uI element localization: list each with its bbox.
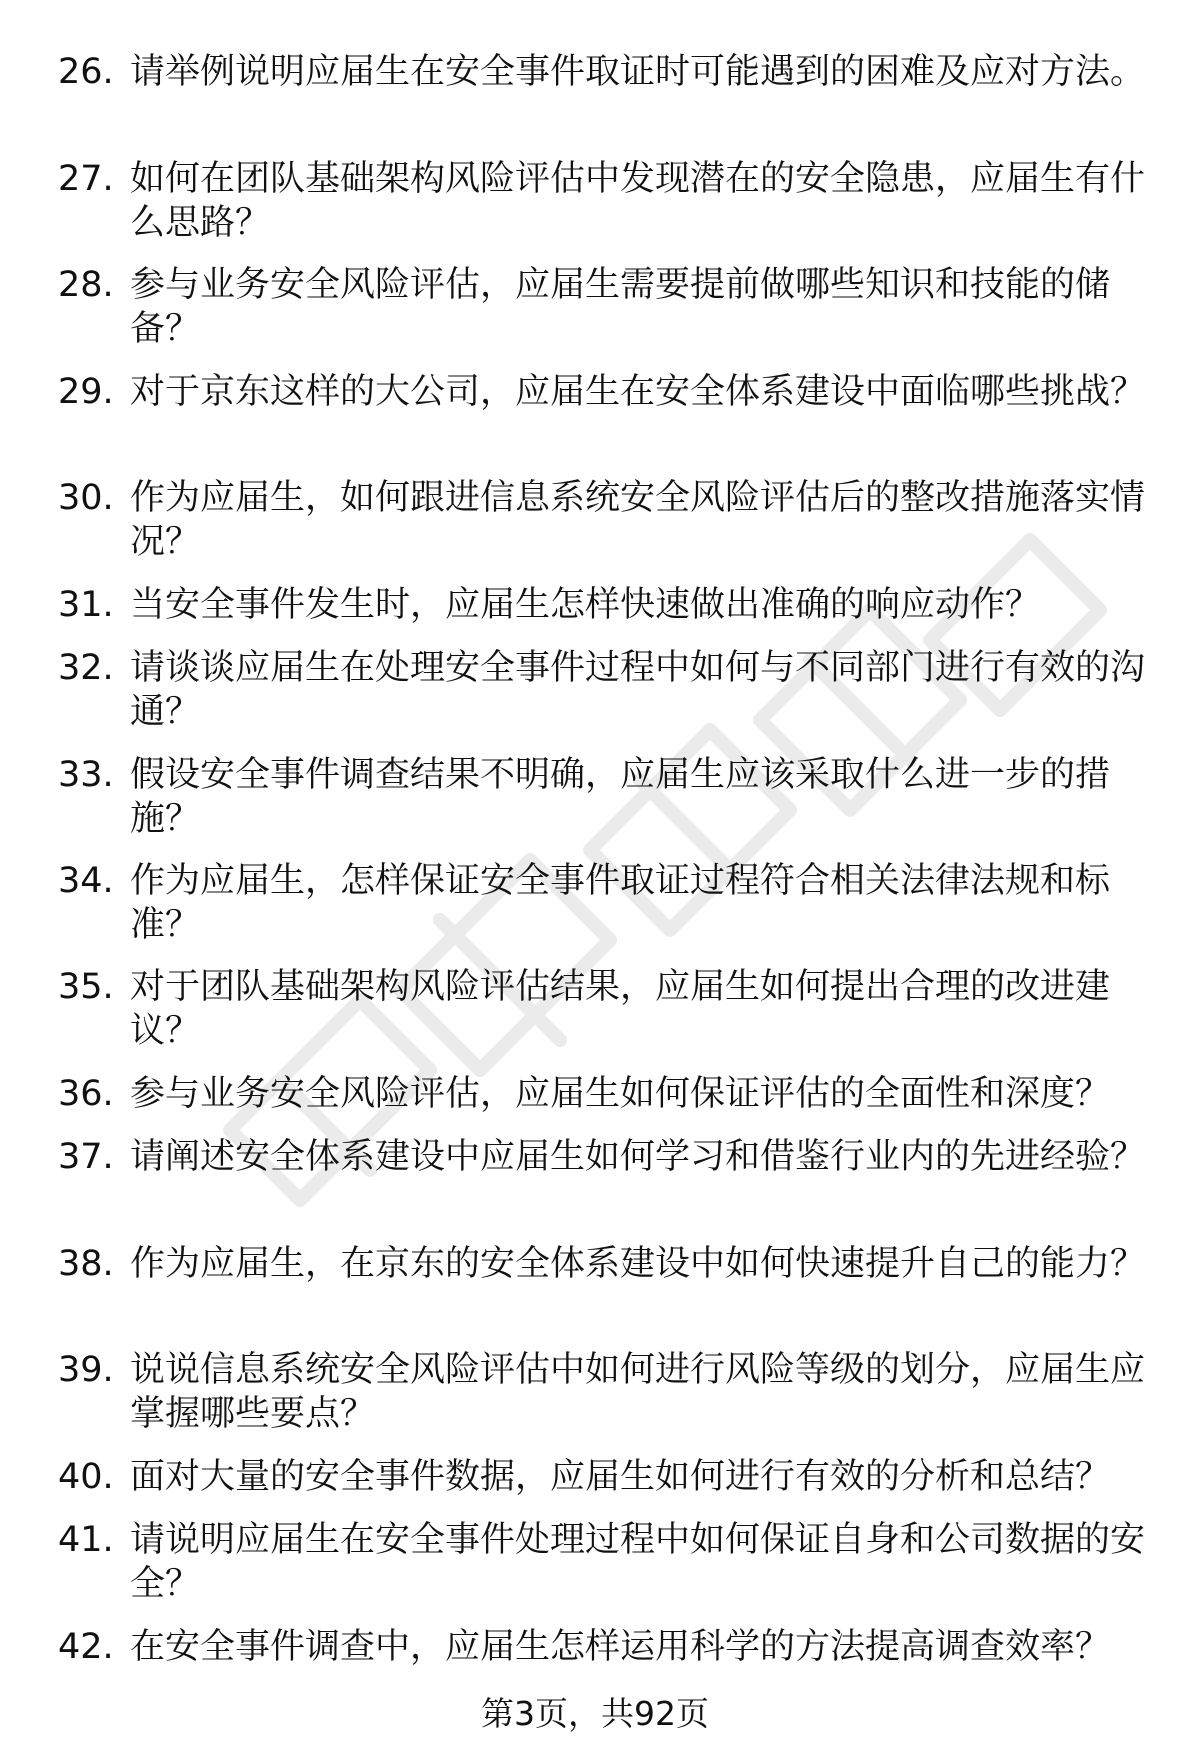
question-text: 作为应届生，在京东的安全体系建设中如何快速提升自己的能力？	[130, 1244, 1146, 1284]
question-number: 31.	[58, 585, 114, 625]
question-text: 在安全事件调查中，应届生怎样运用科学的方法提高调查效率？	[130, 1627, 1111, 1667]
question-text: 请谈谈应届生在处理安全事件过程中如何与不同部门进行有效的沟通？	[130, 648, 1146, 732]
question-text: 作为应届生，怎样保证安全事件取证过程符合相关法律法规和标准？	[130, 861, 1111, 945]
question-text: 面对大量的安全事件数据，应届生如何进行有效的分析和总结？	[130, 1457, 1111, 1497]
question-text: 假设安全事件调查结果不明确，应届生应该采取什么进一步的措施？	[130, 755, 1111, 839]
question-number: 28.	[58, 265, 114, 305]
question-number: 33.	[58, 755, 114, 795]
question-number: 37.	[58, 1137, 114, 1177]
question-text: 参与业务安全风险评估，应届生需要提前做哪些知识和技能的储备？	[130, 265, 1111, 349]
question-text: 对于团队基础架构风险评估结果，应届生如何提出合理的改进建议？	[130, 967, 1111, 1051]
question-number: 29.	[58, 372, 114, 412]
question-number: 32.	[58, 648, 114, 688]
page-footer: 第3页，共92页	[481, 1694, 709, 1733]
question-number: 39.	[58, 1350, 114, 1390]
question-text: 对于京东这样的大公司，应届生在安全体系建设中面临哪些挑战？	[130, 372, 1146, 412]
question-text: 作为应届生，如何跟进信息系统安全风险评估后的整改措施落实情况？	[130, 478, 1146, 562]
question-text: 当安全事件发生时，应届生怎样快速做出准确的响应动作？	[130, 585, 1041, 625]
question-number: 34.	[58, 861, 114, 901]
question-text: 请阐述安全体系建设中应届生如何学习和借鉴行业内的先进经验？	[130, 1137, 1146, 1177]
question-number: 35.	[58, 967, 114, 1007]
question-number: 40.	[58, 1457, 114, 1497]
question-text: 说说信息系统安全风险评估中如何进行风险等级的划分，应届生应掌握哪些要点？	[130, 1350, 1146, 1434]
question-number: 30.	[58, 478, 114, 518]
question-text: 参与业务安全风险评估，应届生如何保证评估的全面性和深度？	[130, 1074, 1111, 1114]
question-text: 请举例说明应届生在安全事件取证时可能遇到的困难及应对方法。	[130, 52, 1146, 92]
question-text: 请说明应届生在安全事件处理过程中如何保证自身和公司数据的安全？	[130, 1520, 1146, 1604]
question-number: 38.	[58, 1244, 114, 1284]
question-number: 42.	[58, 1627, 114, 1667]
question-number: 36.	[58, 1074, 114, 1114]
question-number: 27.	[58, 159, 114, 199]
question-number: 41.	[58, 1520, 114, 1560]
question-number: 26.	[58, 52, 114, 92]
question-text: 如何在团队基础架构风险评估中发现潜在的安全隐患，应届生有什么思路？	[130, 159, 1146, 243]
